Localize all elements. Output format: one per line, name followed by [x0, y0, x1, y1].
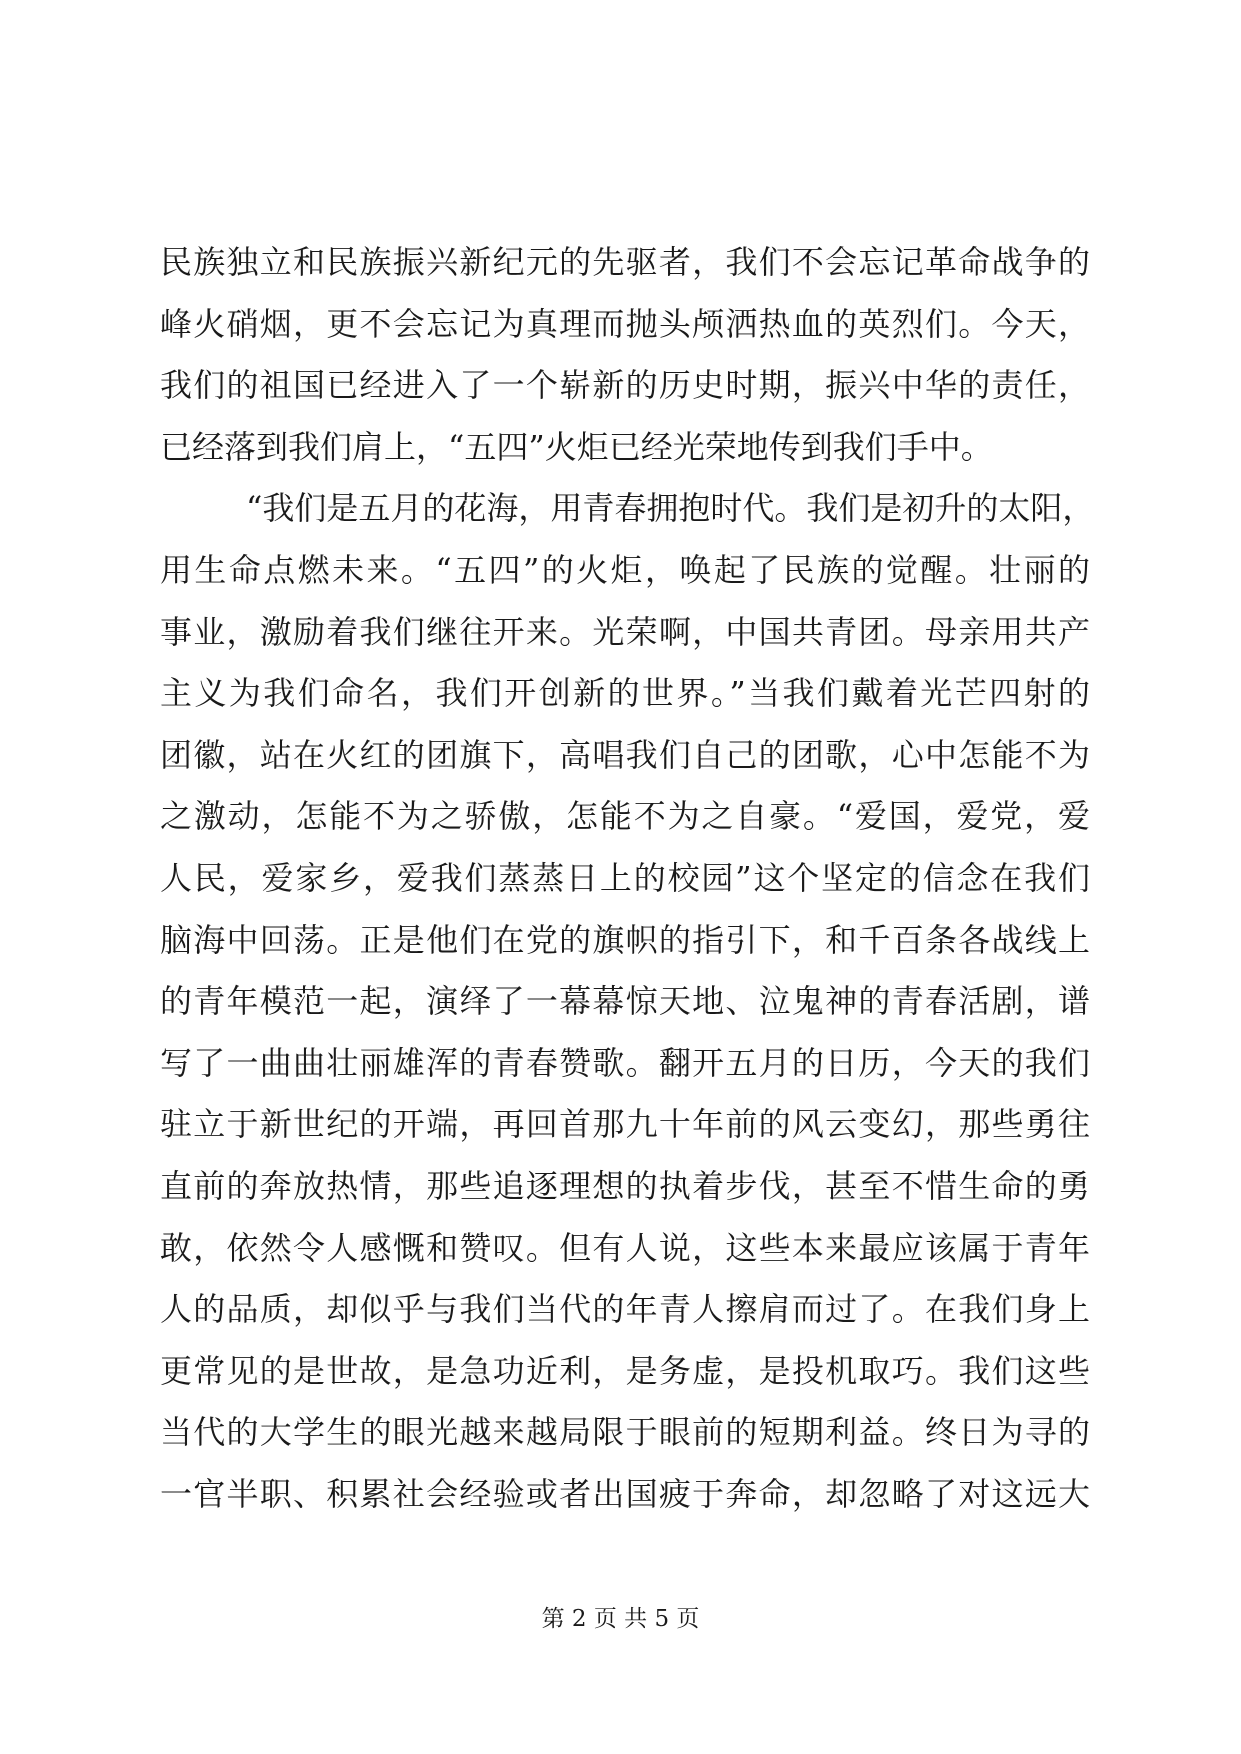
text-line: 峰火硝烟，更不会忘记为真理而抛头颅洒热血的英烈们。今天， — [160, 304, 1090, 343]
text-line: 人民，爱家乡，爱我们蒸蒸日上的校园”这个坚定的信念在我们 — [160, 858, 1090, 897]
text-line: 一官半职、积累社会经验或者出国疲于奔命，却忽略了对这远大 — [160, 1474, 1090, 1513]
text-line: 当代的大学生的眼光越来越局限于眼前的短期利益。终日为寻的 — [160, 1413, 1090, 1452]
text-line: 民族独立和民族振兴新纪元的先驱者，我们不会忘记革命战争的 — [160, 243, 1090, 281]
text-line: 直前的奔放热情，那些追逐理想的执着步伐，甚至不惜生命的勇 — [160, 1166, 1090, 1205]
paragraph-first-line: “我们是五月的花海，用青春拥抱时代。我们是初升的太阳， — [246, 489, 1095, 528]
text-line: 敢，依然令人感慨和赞叹。但有人说，这些本来最应该属于青年 — [160, 1228, 1090, 1267]
text-line: 团徽，站在火红的团旗下，高唱我们自己的团歌，心中怎能不为 — [160, 735, 1090, 774]
text-line: 我们的祖国已经进入了一个崭新的历史时期，振兴中华的责任， — [160, 366, 1090, 405]
page-number-footer: 第 2 页 共 5 页 — [541, 1606, 700, 1632]
text-line: 写了一曲曲壮丽雄浑的青春赞歌。翻开五月的日历，今天的我们 — [160, 1043, 1090, 1082]
text-line: 人的品质，却似乎与我们当代的年青人擦肩而过了。在我们身上 — [160, 1290, 1090, 1329]
text-line: 驻立于新世纪的开端，再回首那九十年前的风云变幻，那些勇往 — [160, 1105, 1090, 1144]
text-line: 已经落到我们肩上，“五四”火炬已经光荣地传到我们手中。 — [160, 427, 993, 466]
text-line: 之激动，怎能不为之骄傲，怎能不为之自豪。“爱国，爱党，爱 — [160, 797, 1090, 836]
text-line: 更常见的是世故，是急功近利，是务虚，是投机取巧。我们这些 — [160, 1351, 1090, 1390]
text-line: 用生命点燃未来。“五四”的火炬，唤起了民族的觉醒。壮丽的 — [160, 550, 1090, 589]
text-line: 脑海中回荡。正是他们在党的旗帜的指引下，和千百条各战线上 — [160, 920, 1090, 959]
text-line: 主义为我们命名，我们开创新的世界。”当我们戴着光芒四射的 — [160, 674, 1090, 713]
body-text — [160, 232, 1095, 1525]
text-line: 的青年模范一起，演绎了一幕幕惊天地、泣鬼神的青春活剧，谱 — [160, 982, 1090, 1021]
text-line: 事业，激励着我们继往开来。光荣啊，中国共青团。母亲用共产 — [160, 612, 1090, 651]
